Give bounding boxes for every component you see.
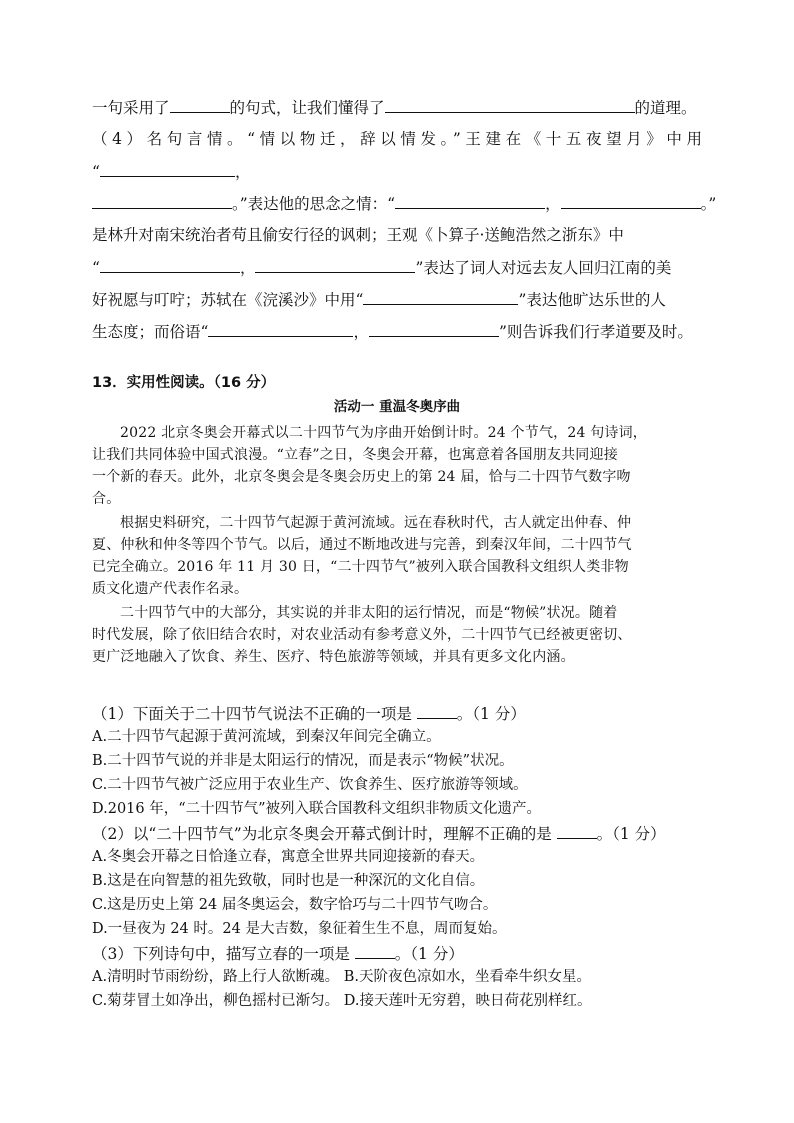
q13-heading: 13．实用性阅读。（16 分）	[92, 375, 276, 391]
option-a: A.二十四节气起源于黄河流域，到秦汉年间完全确立。	[92, 729, 441, 745]
answer-blank[interactable]	[363, 288, 518, 305]
q1-stem	[92, 702, 526, 725]
text: 生态度；而俗语“	[92, 323, 209, 341]
answer-blank[interactable]	[100, 160, 235, 177]
text: ，	[353, 323, 369, 341]
article-line: 2022 北京冬奥会开幕式以二十四节气为序曲开始倒计时。24 个节气，24 句诗词，	[120, 425, 648, 441]
text: ，	[239, 259, 256, 277]
option-c: C.二十四节气被广泛应用于农业生产、饮食养生、医疗旅游等领域。	[92, 777, 528, 793]
answer-blank[interactable]	[208, 320, 353, 337]
text: ”则告诉我们行孝道要及时。	[498, 323, 693, 341]
answer-blank[interactable]	[255, 256, 415, 273]
fill-line-5	[92, 256, 671, 279]
article-line: 更广泛地融入了饮食、养生、医疗、特色旅游等领域，并具有更多文化内涵。	[92, 649, 575, 665]
option-d: D.2016 年，“二十四节气”被列入联合国教科文组织非物质文化遗产。	[92, 801, 542, 817]
text: ”表达了词人对远去友人回归江南的美	[415, 259, 672, 277]
q2-stem	[92, 822, 666, 845]
text: ，	[545, 195, 561, 213]
text: 。”	[700, 195, 717, 213]
fill-line-2	[92, 160, 250, 183]
answer-blank[interactable]	[170, 96, 230, 113]
answer-blank[interactable]	[369, 320, 499, 337]
activity-title: 活动一 重温冬奥序曲	[333, 399, 461, 415]
q4-intro: （4）名句言情。“情以物迁，辞以情发。”王建在《十五夜望月》中用	[92, 130, 702, 148]
option-c: C.这是历史上第 24 届冬奥运会，数字恰巧与二十四节气吻合。	[92, 897, 498, 913]
article-line: 二十四节气中的大部分，其实说的并非太阳的运行情况，而是“物候”状况。随着	[120, 605, 618, 621]
answer-blank[interactable]	[561, 192, 701, 209]
options-row-1: A.清明时节雨纷纷，路上行人欲断魂。 B.天阶夜色凉如水，坐看牵牛织女星。	[92, 969, 591, 985]
fill-line-1	[92, 96, 697, 119]
text: （1）下面关于二十四节气说法不正确的一项是	[92, 705, 417, 723]
text: 。（1 分）	[394, 945, 464, 963]
article-line: 质文化遗产代表作名录。	[92, 581, 249, 597]
text: （3）下列诗句中，描写立春的一项是	[92, 945, 355, 963]
answer-blank[interactable]	[417, 702, 457, 719]
text: ”表达他旷达乐世的人	[518, 291, 666, 309]
text: （2）以“二十四节气”为北京冬奥会开幕式倒计时，理解不正确的是	[92, 825, 557, 843]
article-line: 夏、仲秋和仲冬等四个节气。以后，通过不断地改进与完善，到秦汉年间，二十四节气	[92, 537, 632, 553]
text: 的道理。	[634, 99, 697, 117]
option-a: A.冬奥会开幕之日恰逢立春，寓意全世界共同迎接新的春天。	[92, 849, 485, 865]
answer-blank[interactable]	[395, 192, 545, 209]
article-line: 让我们共同体验中国式浪漫。“立春”之日，冬奥会开幕，也寓意着各国朋友共同迎接	[92, 447, 618, 463]
article-line: 一个新的春天。此外，北京冬奥会是冬奥会历史上的第 24 届，恰与二十四节气数字吻	[92, 469, 631, 485]
article-line: 已完全确立。2016 年 11 月 30 日，“二十四节气”被列入联合国教科文组织人类非物	[92, 559, 629, 575]
text: 好祝愿与叮咛；苏轼在《浣溪沙》中用“	[92, 291, 364, 309]
text: ，	[234, 163, 251, 181]
answer-blank[interactable]	[385, 96, 635, 113]
option-b: B.二十四节气说的并非是太阳运行的情况，而是表示“物候”状况。	[92, 753, 514, 769]
fill-line-3	[92, 192, 716, 215]
fill-line-4: 是林升对南宋统治者苟且偷安行径的讽刺；王观《卜算子·送鲍浩然之浙东》中	[92, 226, 624, 244]
answer-blank[interactable]	[355, 942, 395, 959]
text: “	[92, 259, 100, 277]
fill-line-6	[92, 288, 666, 311]
text: 。（1 分）	[456, 705, 526, 723]
options-row-2: C.菊芽冒土如净出，柳色摇村已渐匀。 D.接天莲叶无穷碧，映日荷花别样红。	[92, 993, 592, 1009]
option-d: D.一昼夜为 24 时。24 是大吉数，象征着生生不息，周而复始。	[92, 921, 507, 937]
article-line: 根据史料研究，二十四节气起源于黄河流域。远在春秋时代，古人就定出仲春、仲	[120, 515, 632, 531]
answer-blank[interactable]	[100, 256, 240, 273]
answer-blank[interactable]	[557, 822, 597, 839]
article-line: 时代发展，除了依旧结合农时，对农业活动有参考意义外，二十四节气已经被更密切、	[92, 627, 632, 643]
text: 。”表达他的思念之情：“	[232, 195, 396, 213]
answer-blank[interactable]	[92, 192, 232, 209]
text: 的句式，让我们懂得了	[229, 99, 385, 117]
text: “	[92, 163, 100, 181]
fill-line-7	[92, 320, 693, 343]
q3-stem	[92, 942, 464, 965]
option-b: B.这是在向智慧的祖先致敬，同时也是一种深沉的文化自信。	[92, 873, 485, 889]
text: 。（1 分）	[596, 825, 666, 843]
article-line: 合。	[92, 491, 121, 507]
text: 一句采用了	[92, 99, 170, 117]
